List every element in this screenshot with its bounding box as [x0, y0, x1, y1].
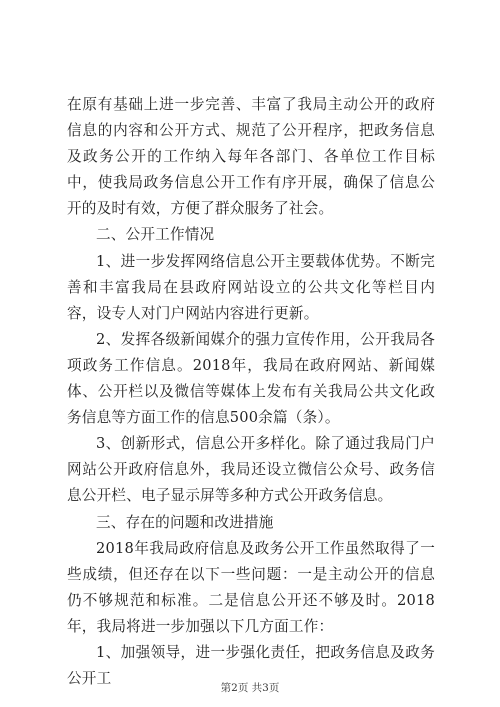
paragraph-item-3-innovation: 3、创新形式，信息公开多样化。除了通过我局门户网站公开政府信息外，我局还设立微信公众号、政务信息公开栏、电子显示屏等多种方式公开政务信息。 [67, 435, 435, 505]
paragraph-measure-1: 1、加强领导，进一步强化责任，把政务信息及政务公开工 [67, 643, 435, 688]
page-number-footer: 第2页 共3页 [220, 682, 280, 694]
document-body [67, 92, 435, 692]
section-heading-disclosure-status: 二、公开工作情况 [96, 226, 215, 244]
section-heading-problems-measures: 三、存在的问题和改进措施 [96, 513, 274, 531]
paragraph-problems: 2018年我局政府信息及政务公开工作虽然取得了一些成绩，但还存在以下一些问题：一是主动公开的信息仍不够规范和标准。二是信息公开还不够及时。2018年，我局将进一步加强以下几方面工作： [67, 539, 435, 635]
paragraph-item-2-media: 2、发挥各级新闻媒介的强力宣传作用，公开我局各项政务工作信息。2018年，我局在政府网站、新闻媒体、公开栏以及微信等媒体上发布有关我局公共文化政务信息等方面工作的信息500余篇（条）。 [67, 330, 435, 427]
paragraph-intro-continued: 在原有基础上进一步完善、丰富了我局主动公开的政府信息的内容和公开方式、规范了公开程序，把政务信息及政务公开的工作纳入每年各部门、各单位工作目标中，使我局政务信息公开工作有序开展，确保了信息公开的及时有效，方便了群众服务了社会。 [67, 96, 435, 218]
paragraph-item-1-network: 1、进一步发挥网络信息公开主要载体优势。不断完善和丰富我局在县政府网站设立的公共文化等栏目内容，设专人对门户网站内容进行更新。 [67, 252, 435, 322]
